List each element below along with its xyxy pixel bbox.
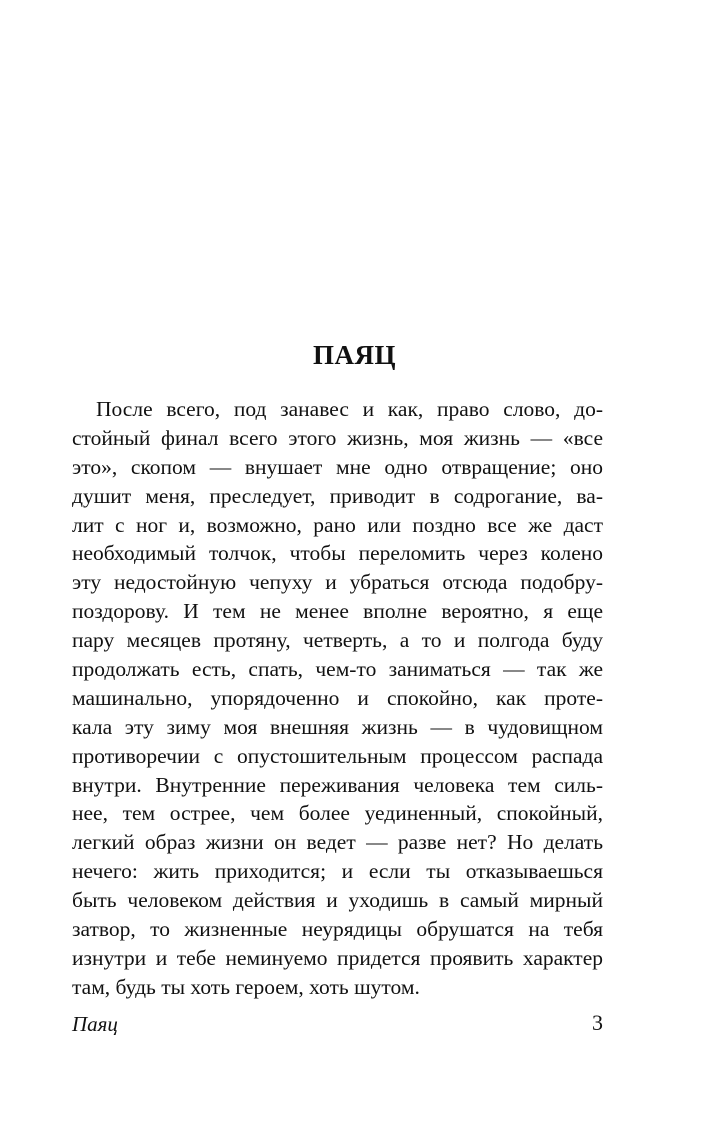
text-line: затвор, то жизненные неурядицы обрушатся на тебя (72, 917, 603, 942)
chapter-title: ПАЯЦ (313, 340, 396, 370)
text-line: нечего: жить приходится; и если ты отказываешься (72, 859, 603, 884)
text-line: пару месяцев протяну, четверть, а то и полгода буду (72, 628, 603, 653)
text-line: легкий образ жизни он ведет — разве нет? Но делать (72, 830, 603, 855)
text-line: противоречии с опустошительным процессом распада (72, 743, 603, 768)
text-line: там, будь ты хоть героем, хоть шутом. (72, 974, 420, 999)
text-line: внутри. Внутренние переживания человека тем силь- (72, 772, 603, 797)
body-paragraph (72, 395, 603, 1002)
page-number: 3 (592, 1010, 603, 1035)
text-line: кала эту зиму моя внешняя жизнь — в чудовищном (72, 714, 603, 739)
text-line: машинально, упорядоченно и спокойно, как проте- (72, 685, 603, 710)
text-line: стойный финал всего этого жизнь, моя жизнь — «все (72, 425, 603, 450)
text-line: После всего, под занавес и как, право слово, до- (96, 397, 603, 421)
text-line: лит с ног и, возможно, рано или поздно все же даст (72, 512, 603, 537)
text-line: продолжать есть, спать, чем-то заниматься — так же (72, 657, 603, 682)
running-title: Паяц (72, 1012, 118, 1036)
text-line: быть человеком действия и уходишь в самый мирный (72, 888, 603, 913)
text-line: эту недостойную чепуху и убраться отсюда подобру- (72, 570, 603, 595)
text-line: изнутри и тебе неминуемо придется проявить характер (72, 945, 603, 970)
text-line: поздорову. И тем не менее вполне вероятно, я еще (72, 599, 603, 624)
text-line: необходимый толчок, чтобы переломить через колено (72, 541, 603, 566)
text-line: это», скопом — внушает мне одно отвращение; оно (72, 454, 603, 479)
text-line: нее, тем острее, чем более уединенный, спокойный, (72, 801, 603, 826)
text-line: душит меня, преследует, приводит в содрогание, ва- (72, 483, 603, 508)
